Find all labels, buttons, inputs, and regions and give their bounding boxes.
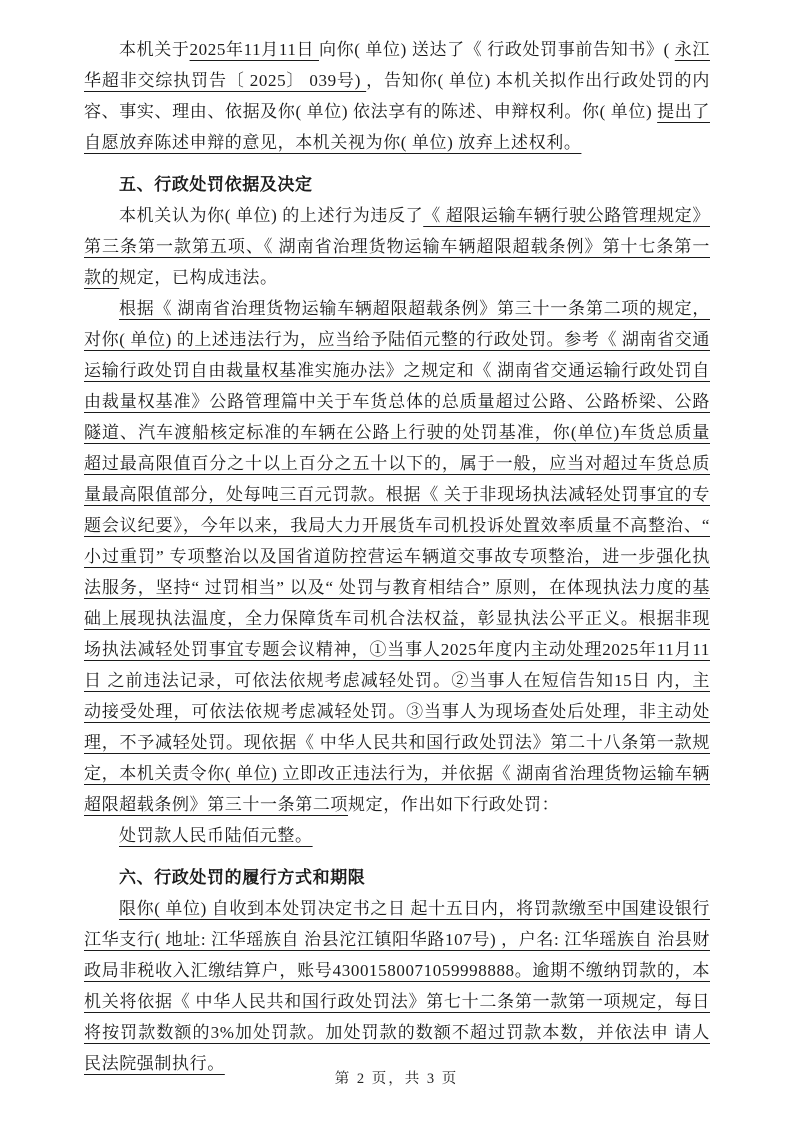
underlined-text: 2025年11月11日 bbox=[189, 40, 319, 59]
underlined-text: 根据《 湖南省治理货物运输车辆超限超载条例》第三十一条第二项的规定，对你( 单位) 的上述违法行为，应当给予陆佰元整的行政处罚。参考《 湖南省交通运输行政处罚自由裁量权基准实施办法》之规定和《 湖南省交通运输行政处罚自由裁量权基准》公路管理篇中关于车货总体的总质量超过公路、公路桥梁、公路隧道、汽车渡船核定标准的车辆在公路上行驶的处罚基准，你(单位)车货总质量超过最高限值百分之十以上百分之五十以下的，属于一般，应当对超过车货总质量最高限值部分，处每吨三百元罚款。根据《 关于非现场执法减轻处罚事宜的专题会议纪要》，今年以来，我局大力开展货车司机投诉处置效率质量不高整治、“ 小过重罚” 专项整治以及国省道防控营运车辆道交事故专项整治，进一步强化执法服务，坚持“ 过罚相当” 以及“ 处罚与教育相结合” 原则，在体现执法力度的基础上展现执法温度，全力保障货车司机合法权益，彰显执法公平正义。根据非现场执法减轻处罚事宜专题会议精神，①当事人2025年度内主动处理2025年11月11日 之前违法记录，可依法依规考虑减轻处罚。②当事人在短信告知15日 内，主动接受处理，可依法依规考虑减轻处罚。③当事人为现场查处后处理，非主动处理，不予减轻处罚。现依据《 中华人民共和国行政处罚法》第二十八条第一款规定，本机关责令你( 单位) 立即改正违法行为，并依据《 湖南省治理货物运输车辆超限超载条例》第三十一条第二项 bbox=[84, 299, 710, 814]
section-heading-5 bbox=[84, 169, 710, 200]
underlined-text: 处罚款人民币陆佰元整。 bbox=[119, 826, 313, 845]
text-segment: 规定，已构成违法。 bbox=[119, 268, 278, 287]
text-segment: 六、行政处罚的履行方式和期限 bbox=[119, 868, 366, 887]
underlined-text: 永江华超非交综执罚告〔 2025〕 039号) bbox=[84, 40, 710, 90]
text-segment: 规定，作出如下行政处罚： bbox=[348, 795, 560, 814]
underlined-text: 提出了自愿放弃陈述申辩的意见，本机关视为你( 单位) 放弃上述权利。 bbox=[84, 102, 710, 152]
page-number: 第 2 页，共 3 页 bbox=[334, 1071, 459, 1087]
paragraph-prior-notice bbox=[84, 34, 710, 158]
text-segment: 向你( 单位) 送达了《 行政处罚事前告知书》( bbox=[318, 40, 675, 59]
text-segment: 本机关认为你( 单位) 的上述行为违反了 bbox=[119, 206, 424, 225]
paragraph-fine-amount bbox=[84, 820, 710, 851]
page-footer bbox=[0, 1067, 793, 1088]
paragraph-payment-terms bbox=[84, 893, 710, 1079]
text-segment: ，告知你( 单位) 本机关拟作出行政处罚的内容、事实、理由、依据及你( 单位) 依法享有的陈述、申辩权利。你( 单位) bbox=[84, 71, 710, 121]
underlined-text: 限你( 单位) 自收到本处罚决定书之日 起十五日内，将罚款缴至中国建设银行江华支行( 地址: 江华瑶族自 治县沱江镇阳华路107号) ，户名: 江华瑶族自 治县财政局非税收入汇缴结算户，账号43001580071059998888。逾期不缴纳罚款的，本机关将依据《 中华人民共和国行政处罚法》第七十二条第一款第一项规定，每日 将按罚款数额的3%加处罚款。加处罚款的数额不超过罚款本数，并依法申 请人民法院强制执行。 bbox=[84, 899, 710, 1073]
section-heading-6 bbox=[84, 862, 710, 893]
text-segment: 本机关于 bbox=[119, 40, 190, 59]
paragraph-penalty-basis bbox=[84, 293, 710, 820]
underlined-text: 《 超限运输车辆行驶公路管理规定》第三条第一款第五项、《 湖南省治理货物运输车辆超限超载条例》第十七条第一款的 bbox=[84, 206, 710, 287]
paragraph-violation bbox=[84, 200, 710, 293]
document-body bbox=[84, 34, 710, 1079]
text-segment: 五、行政处罚依据及决定 bbox=[119, 175, 313, 194]
